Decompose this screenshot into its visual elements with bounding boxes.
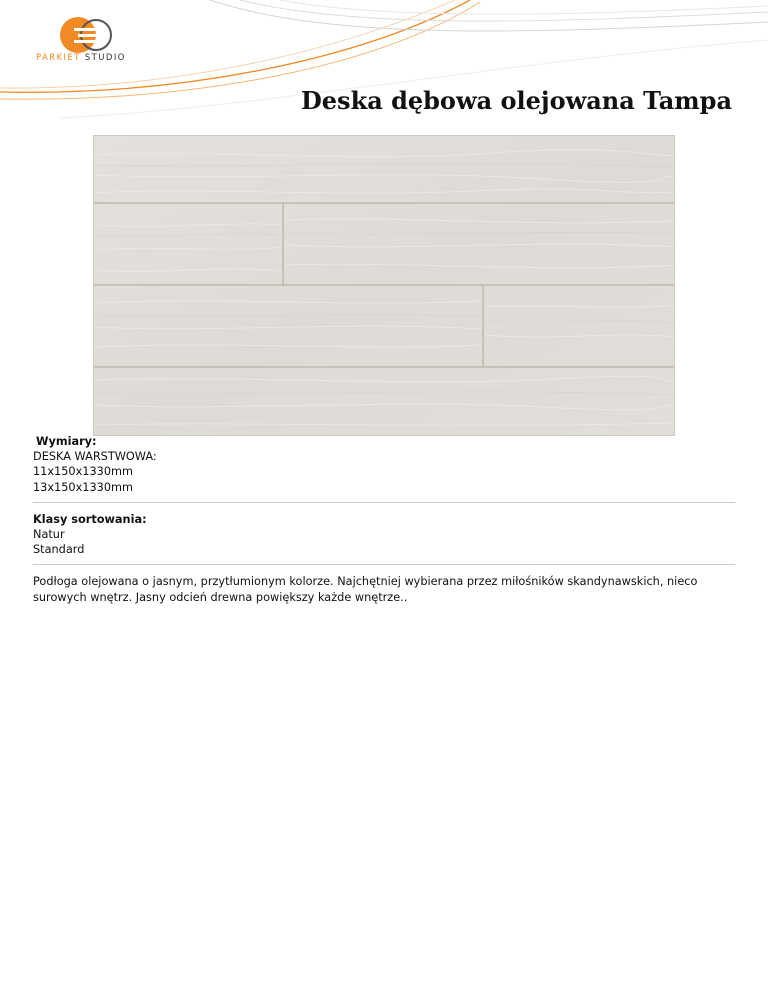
grade-item: Natur bbox=[33, 528, 65, 542]
product-description: Podłoga olejowana o jasnym, przytłumionym kolorze. Najchętniej wybierana przez miłośników skandynawskich, nieco surowych wnętrz. Jasny odcień drewna powiększy każde wnętrze.. bbox=[33, 575, 698, 604]
logo-mark-icon bbox=[60, 16, 124, 54]
grades-section bbox=[33, 512, 735, 558]
dimensions-type: DESKA WARSTWOWA: bbox=[33, 450, 157, 464]
brand-part1: PARKIET bbox=[36, 53, 81, 63]
section-divider bbox=[33, 502, 735, 503]
product-details bbox=[33, 434, 735, 605]
dimensions-section bbox=[33, 434, 735, 495]
section-divider bbox=[33, 564, 735, 565]
grades-label: Klasy sortowania: bbox=[33, 512, 147, 526]
brand-part2: STUDIO bbox=[84, 53, 126, 63]
dimension-size: 13x150x1330mm bbox=[33, 480, 134, 494]
page-title: Deska dębowa olejowana Tampa bbox=[300, 86, 732, 115]
grade-item: Standard bbox=[33, 543, 85, 557]
dimension-size: 11x150x1330mm bbox=[33, 465, 134, 479]
dimensions-label: Wymiary: bbox=[36, 435, 97, 448]
product-photo bbox=[93, 135, 675, 436]
parkiet-studio-logo[interactable] bbox=[36, 16, 148, 68]
brand-wordmark bbox=[36, 53, 148, 63]
